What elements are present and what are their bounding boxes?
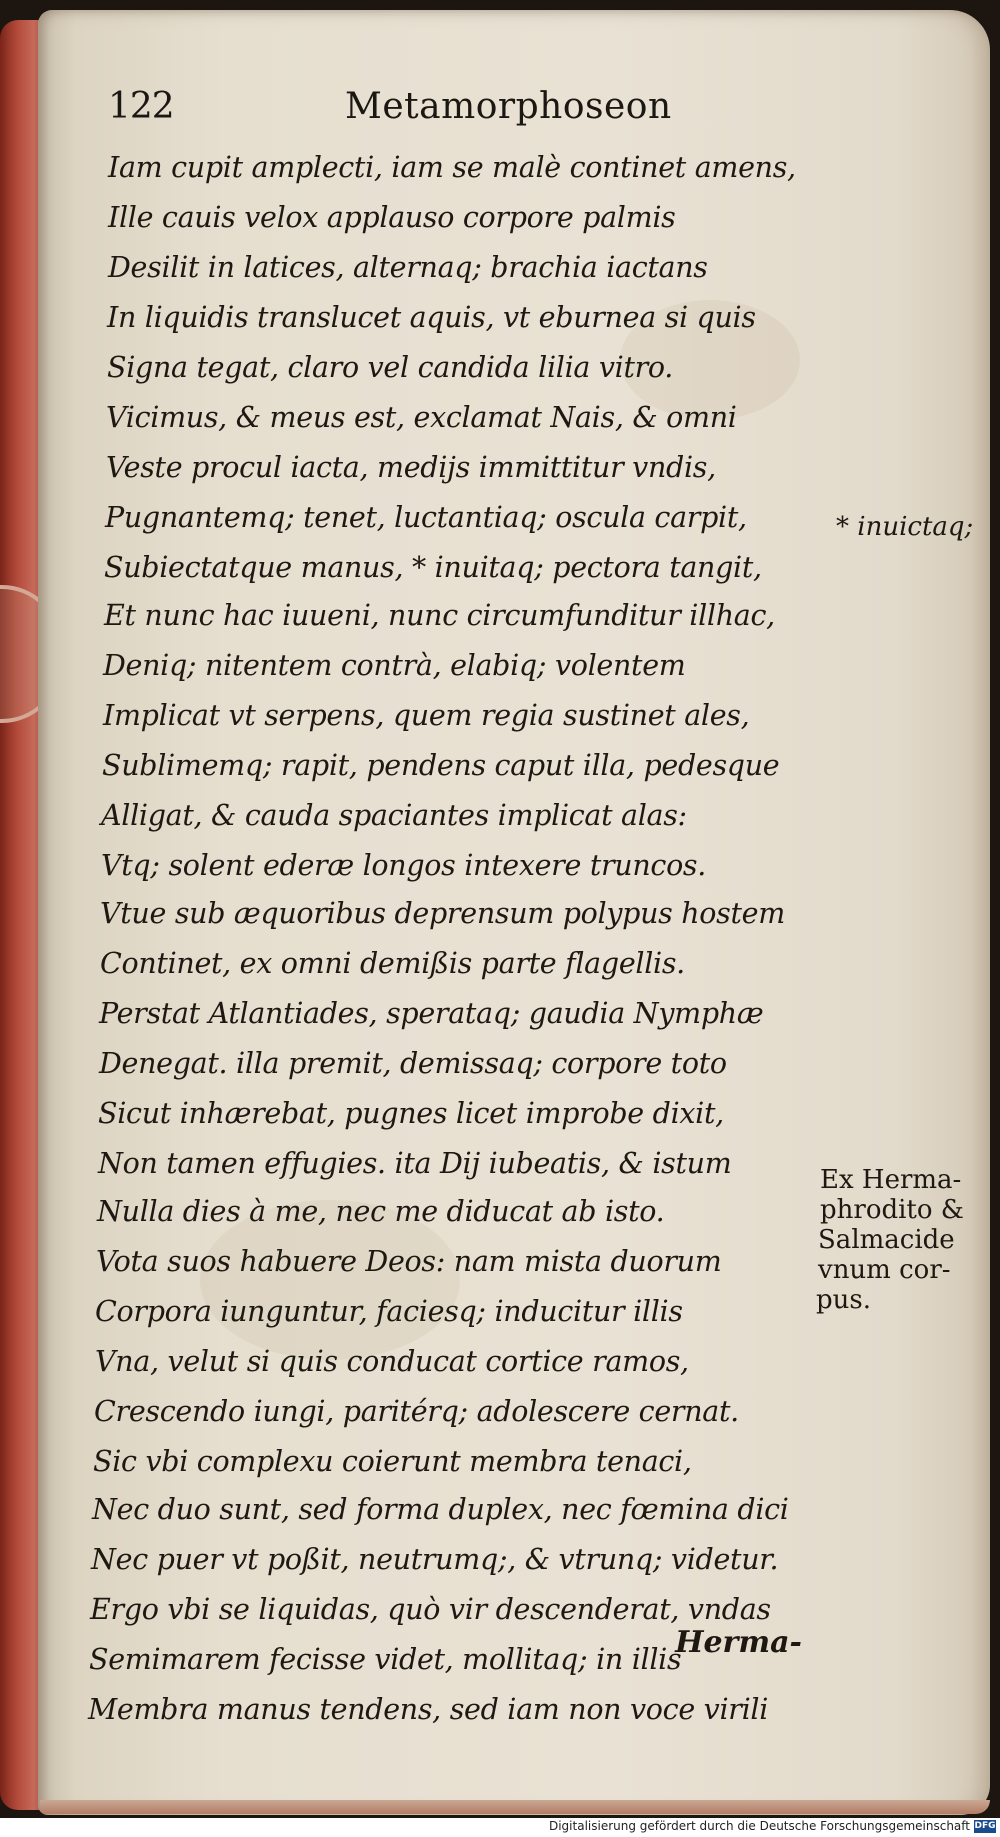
verse-line: Vtq; solent ederæ longos intexere truncos. [101,849,707,882]
verse-line: Continet, ex omni demißis parte flagellis. [100,947,685,980]
digitization-credit: Digitalisierung gefördert durch die Deutsche Forschungsgemeinschaft [548,1819,970,1833]
verse-line: Veste procul iacta, medijs immittitur vndis, [106,451,716,484]
verse-line: Ergo vbi se liquidas, quò vir descenderat, vndas [90,1593,771,1626]
verse-line: Subiectatque manus, * inuitaq; pectora tangit, [104,551,762,584]
verse-line: Signa tegat, claro vel candida lilia vitro. [107,351,674,384]
verse-line: Vota suos habuere Deos: nam mista duorum [96,1245,722,1278]
verse-line: Nec puer vt poßit, neutrumq;, & vtrunq; videtur. [91,1543,779,1576]
verse-line: Iam cupit amplecti, iam se malè continet amens, [108,151,796,184]
verse-line: Pugnantemq; tenet, luctantiaq; oscula carpit, [105,501,747,534]
verse-line: Vicimus, & meus est, exclamat Nais, & omni [106,401,737,434]
verse-line: Corpora iunguntur, faciesq; inducitur illis [95,1295,683,1328]
verse-line: Deniq; nitentem contrà, elabiq; volentem [103,649,686,682]
verse-line: Sublimemq; rapit, pendens caput illa, pedesque [102,749,780,782]
verse-line: Nec duo sunt, sed forma duplex, nec fœmina dici [92,1493,789,1526]
page-bottom-edge [40,1800,990,1814]
verse-line: Sicut inhærebat, pugnes licet improbe dixit, [98,1097,724,1130]
verse-line: Implicat vt serpens, quem regia sustinet ales, [103,699,750,732]
sidenote-line: phrodito & [820,1195,964,1225]
page-number: 122 [108,86,174,127]
verse-line: Desilit in latices, alternaq; brachia iactans [108,251,708,284]
variant-reading-note: * inuictaq; [836,512,974,542]
dfg-logo: DFG [974,1821,996,1831]
verse-line: Membra manus tendens, sed iam non voce virili [88,1693,769,1726]
running-title: Metamorphoseon [345,86,672,127]
verse-line: Semimarem fecisse videt, mollitaq; in illis [89,1643,682,1676]
verse-line: Non tamen effugies. ita Dij iubeatis, & istum [98,1147,732,1180]
verse-line: Ille cauis velox applauso corpore palmis [108,201,676,234]
verse-line: Vna, velut si quis conducat cortice ramos, [95,1345,689,1378]
page-header [0,86,1000,136]
sidenote-line: vnum cor- [818,1255,951,1285]
catchword: Herma- [675,1625,802,1660]
verse-line: Denegat. illa premit, demissaq; corpore toto [99,1047,727,1080]
sidenote-line: Ex Herma- [820,1165,962,1195]
verse-line: Alligat, & cauda spaciantes implicat alas: [101,799,687,832]
sidenote-line: Salmacide [818,1225,955,1255]
verse-line: Vtue sub æquoribus deprensum polypus hostem [100,897,785,930]
verse-line: Et nunc hac iuueni, nunc circumfunditur illhac, [104,599,775,632]
verse-line: Perstat Atlantiades, sperataq; gaudia Nymphæ [99,997,764,1030]
verse-line: In liquidis translucet aquis, vt eburnea si quis [107,301,756,334]
verse-line: Crescendo iungi, paritérq; adolescere cernat. [94,1395,739,1428]
verse-line: Nulla dies à me, nec me diducat ab isto. [97,1195,665,1228]
verse-line: Sic vbi complexu coierunt membra tenaci, [93,1445,692,1478]
sidenote-line: pus. [816,1285,871,1315]
